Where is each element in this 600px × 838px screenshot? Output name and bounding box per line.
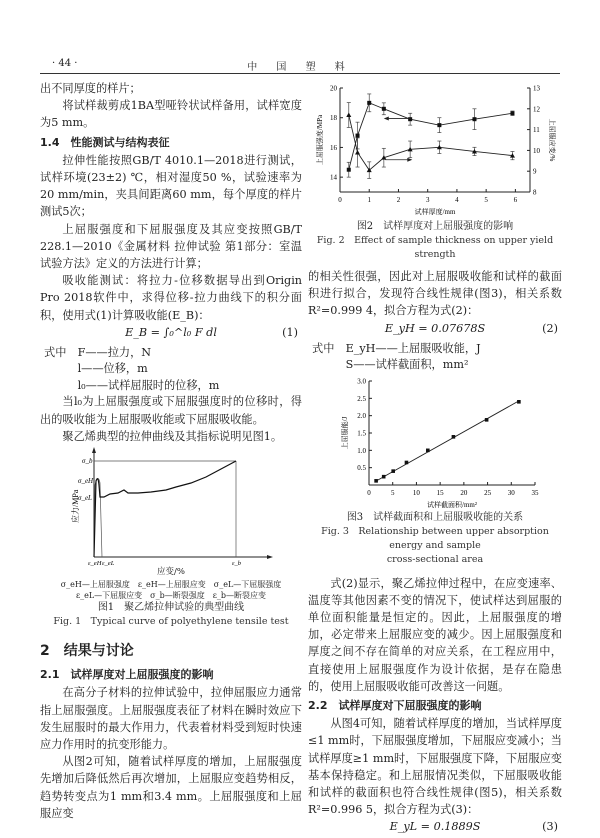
equation-number: (1) bbox=[282, 325, 298, 339]
fig2-x-tick-label: 5 bbox=[484, 196, 488, 204]
fig3-y-tick-label: 1.0 bbox=[357, 446, 366, 455]
equation-formula: E_B = ∫₀^l₀ F dl bbox=[125, 325, 217, 339]
fig2-caption-cn: 图2 试样厚度对上屈服强度的影响 bbox=[356, 221, 514, 232]
section-heading-2-1: 2.1 试样厚度对上屈服强度的影响 bbox=[40, 668, 214, 682]
paragraph: 将试样裁剪成1BA型哑铃状试样备用，试样宽度为5 mm。 bbox=[40, 99, 302, 130]
fig3-fit-line bbox=[376, 400, 519, 480]
equation-number: (3) bbox=[542, 820, 558, 834]
journal-name: 中 国 塑 料 bbox=[247, 62, 353, 73]
fig1-caption-cn: 图1 聚乙烯拉伸试验的典型曲线 bbox=[97, 601, 245, 613]
fig1-mark-eps-el: ε_eL bbox=[102, 559, 115, 567]
fig2-point-square bbox=[408, 117, 412, 121]
section-heading-2-2: 2.2 试样厚度对下屈服强度的影响 bbox=[308, 699, 482, 713]
fig1-mark-sigma-b: σ_b bbox=[82, 456, 93, 465]
definition: 式中 F——拉力，N bbox=[44, 345, 152, 359]
paragraph: 从图2可知，随着试样厚度的增加，上屈服强度先增加后降低然后再次增加，上屈服应变趋势相反，趋势转变点为1 mm和3.4 mm。上屈服强度和上屈服应变 bbox=[40, 755, 302, 820]
fig2-x-label: 试样厚度/mm bbox=[414, 208, 456, 216]
fig2-point-square bbox=[437, 123, 441, 127]
fig1-legend-1: σ_eH—上屈服强度 ε_eH—上屈服应变 σ_eL—下屈服强度 bbox=[60, 579, 282, 589]
fig3-point bbox=[452, 435, 456, 439]
equation-3 bbox=[308, 818, 562, 838]
fig3-y-tick-label: 2.0 bbox=[357, 411, 366, 420]
fig1-mark-eps-eh: ε_eH bbox=[88, 559, 102, 567]
symbol-definitions bbox=[40, 344, 302, 394]
fig3-point bbox=[382, 474, 386, 478]
paragraph: 当l₀为上屈服强度或下屈服强度时的位移时，得出的吸收能为上屈服吸收能或下屈服吸收能。 bbox=[40, 395, 302, 426]
fig1-mark-sigma-el: σ_eL bbox=[78, 493, 92, 502]
fig2-x-tick-label: 2 bbox=[396, 196, 401, 204]
fig3-caption-en-1: Fig. 3 Relationship between upper absorption energy and sample bbox=[321, 525, 549, 551]
fig3-x-tick-label: 5 bbox=[390, 488, 395, 497]
right-column bbox=[308, 80, 562, 838]
definition: S——试样截面积，mm² bbox=[312, 358, 469, 372]
fig3-x-tick-label: 35 bbox=[531, 488, 539, 497]
fig1-mark-sigma-eh: σ_eH bbox=[78, 476, 94, 485]
fig2-x-tick-label: 4 bbox=[455, 196, 459, 204]
fig3-x-tick-label: 30 bbox=[507, 488, 515, 497]
definition: 式中 E_yH——上屈服吸收能，J bbox=[312, 341, 481, 355]
equation-2 bbox=[308, 320, 562, 340]
fig3-x-tick-label: 20 bbox=[460, 488, 468, 497]
fig1-stress-strain-curve bbox=[94, 461, 236, 557]
fig2-right-arrow-icon bbox=[407, 158, 412, 162]
fig2-point-triangle bbox=[355, 150, 360, 155]
figure-3-chart bbox=[325, 373, 545, 511]
fig3-point bbox=[517, 400, 521, 404]
fig2-series-line bbox=[349, 103, 513, 170]
paragraph: 出不同厚度的样片； bbox=[40, 82, 141, 95]
symbol-definitions bbox=[308, 340, 562, 373]
fig2-point-square bbox=[382, 107, 386, 111]
fig2-x-tick-label: 0 bbox=[338, 196, 342, 204]
figure-1-tensile-curve bbox=[66, 445, 276, 567]
fig3-x-tick-label: 25 bbox=[484, 488, 492, 497]
paragraph: 式(2)显示，聚乙烯拉伸过程中，在应变速率、温度等其他因素不变的情况下，使试样达到屈服的单位面积能量是恒定的。因此，上屈服强度的增加，必定带来上屈服应变的减少。因上屈服强度和厚度之间不存在简单的对应关系，在工程应用中，直接使用上屈服强度作为设计依据，是存在隐患的，使用上屈服吸收能可改善这一问题。 bbox=[308, 576, 562, 693]
page-header bbox=[40, 55, 560, 74]
definition: l——位移，m bbox=[44, 362, 148, 376]
paragraph: 拉伸性能按照GB/T 4010.1—2018进行测试，试样环境(23±2) ℃，相对湿度50 %，试验速率为20 mm/min，夹具间距离60 mm，每个厚度的样片测试5次； bbox=[40, 153, 302, 219]
fig2-point-triangle bbox=[346, 113, 351, 118]
fig2-y2-tick-label: 13 bbox=[533, 84, 540, 93]
fig3-y-tick-label: 2.5 bbox=[357, 394, 366, 403]
fig2-x-tick-label: 6 bbox=[513, 196, 518, 204]
equation-formula: E_yH = 0.07678S bbox=[384, 321, 486, 335]
fig2-x-tick-label: 1 bbox=[367, 196, 371, 204]
fig1-caption-en: Fig. 1 Typical curve of polyethylene tensile test bbox=[53, 615, 289, 627]
fig1-x-label: 应变/% bbox=[157, 566, 185, 577]
fig3-caption-cn: 图3 试样截面积和上屈服吸收能的关系 bbox=[346, 511, 524, 523]
fig1-mark-eps-b: ε_b bbox=[232, 559, 242, 567]
paragraph: 从图4可知，随着试样厚度的增加，当试样厚度≤1 mm时，下屈服强度增加，下屈服应变减小；当试样厚度≥1 mm时，下屈服强度下降，下屈服应变基本保持稳定。和上屈服情况类似，下屈服吸收能和试样的截面积也符合线性规律(图5)，相关系数R²=0.996 5，拟合方程为式(3)： bbox=[308, 717, 562, 817]
fig2-y2-tick-label: 12 bbox=[533, 105, 540, 114]
fig3-point bbox=[374, 479, 378, 483]
definition: l₀——试样屈服时的位移，m bbox=[44, 378, 220, 392]
paragraph: 的相关性很强，因此对上屈服吸收能和试样的截面积进行拟合，发现符合线性规律(图3)，相关系数R²=0.999 4，拟合方程为式(2)： bbox=[308, 270, 562, 318]
equation-1 bbox=[40, 324, 302, 344]
fig2-y-tick-label: 18 bbox=[330, 114, 337, 123]
fig2-point-square bbox=[356, 134, 360, 138]
fig3-point bbox=[405, 460, 409, 464]
fig1-y-arrow bbox=[92, 447, 96, 453]
fig3-point bbox=[391, 469, 395, 473]
fig2-point-square bbox=[367, 101, 371, 105]
fig3-caption-en-2: cross-sectional area bbox=[386, 553, 484, 565]
fig3-x-label: 试样截面积/mm² bbox=[427, 500, 477, 509]
fig2-y-tick-label: 16 bbox=[330, 143, 337, 152]
page-number: · 44 · bbox=[52, 58, 78, 69]
paragraph: 上屈服强度和下屈服强度及其应变按照GB/T 228.1—2010《金属材料 拉伸试验 第1部分：室温试验方法》定义的方法进行计算； bbox=[40, 222, 302, 271]
fig2-point-square bbox=[472, 117, 476, 121]
left-column bbox=[40, 80, 302, 822]
fig2-point-square bbox=[347, 168, 351, 172]
fig2-y-tick-label: 14 bbox=[330, 173, 337, 182]
equation-formula: E_yL = 0.1889S bbox=[389, 820, 481, 834]
fig1-legend-2: ε_eL—下屈服应变 σ_b—断裂强度 ε_b—断裂应变 bbox=[75, 590, 267, 600]
fig2-y2-label: 上屈服应变/% bbox=[548, 118, 556, 162]
fig2-y2-tick-label: 9 bbox=[533, 167, 537, 176]
fig3-x-tick-label: 15 bbox=[436, 488, 444, 497]
section-heading-2: 2 结果与讨论 bbox=[40, 642, 134, 659]
fig2-caption-en: Fig. 2 Effect of sample thickness on upper yield strength bbox=[316, 235, 554, 260]
fig2-left-arrow-icon bbox=[384, 116, 389, 120]
fig1-y-label: 应力/MPa bbox=[71, 489, 80, 523]
fig3-x-tick-label: 0 bbox=[367, 488, 371, 497]
fig2-y2-tick-label: 8 bbox=[533, 188, 537, 197]
fig2-y2-tick-label: 11 bbox=[533, 126, 540, 135]
fig3-point bbox=[426, 448, 430, 452]
paragraph: 在高分子材料的拉伸试验中，拉伸屈服应力通常指上屈服强度。上屈服强度表征了材料在瞬时效应下发生屈服时的最大作用力，代表着材料受到短时快速应力作用时的抗变形能力。 bbox=[40, 686, 302, 751]
paragraph: 聚乙烯典型的拉伸曲线及其指标说明见图1。 bbox=[62, 429, 283, 443]
fig2-point-square bbox=[510, 111, 514, 115]
fig3-point bbox=[485, 418, 489, 422]
fig3-y-tick-label: 0.5 bbox=[357, 463, 366, 472]
equation-number: (2) bbox=[542, 321, 558, 335]
fig2-y-label: 上屈服强度/MPa bbox=[316, 114, 324, 166]
figure-2-chart bbox=[308, 80, 562, 220]
paragraph: 吸收能测试：将拉力-位移数据导出到Origin Pro 2018软件中，求得位移-拉力曲线下的积分面积，使用式(1)计算吸收能(E_B)： bbox=[40, 274, 302, 322]
fig3-y-tick-label: 3.0 bbox=[357, 377, 366, 386]
fig2-y-tick-label: 20 bbox=[330, 84, 337, 93]
fig1-x-arrow bbox=[267, 555, 273, 559]
fig3-x-tick-label: 10 bbox=[412, 488, 420, 497]
fig3-y-label: 上屈服能/J bbox=[341, 416, 349, 449]
fig2-x-tick-label: 3 bbox=[425, 196, 430, 204]
fig2-y2-tick-label: 10 bbox=[533, 146, 540, 155]
fig3-y-tick-label: 1.5 bbox=[357, 429, 366, 438]
section-heading-1-4: 1.4 性能测试与结构表征 bbox=[40, 135, 170, 149]
